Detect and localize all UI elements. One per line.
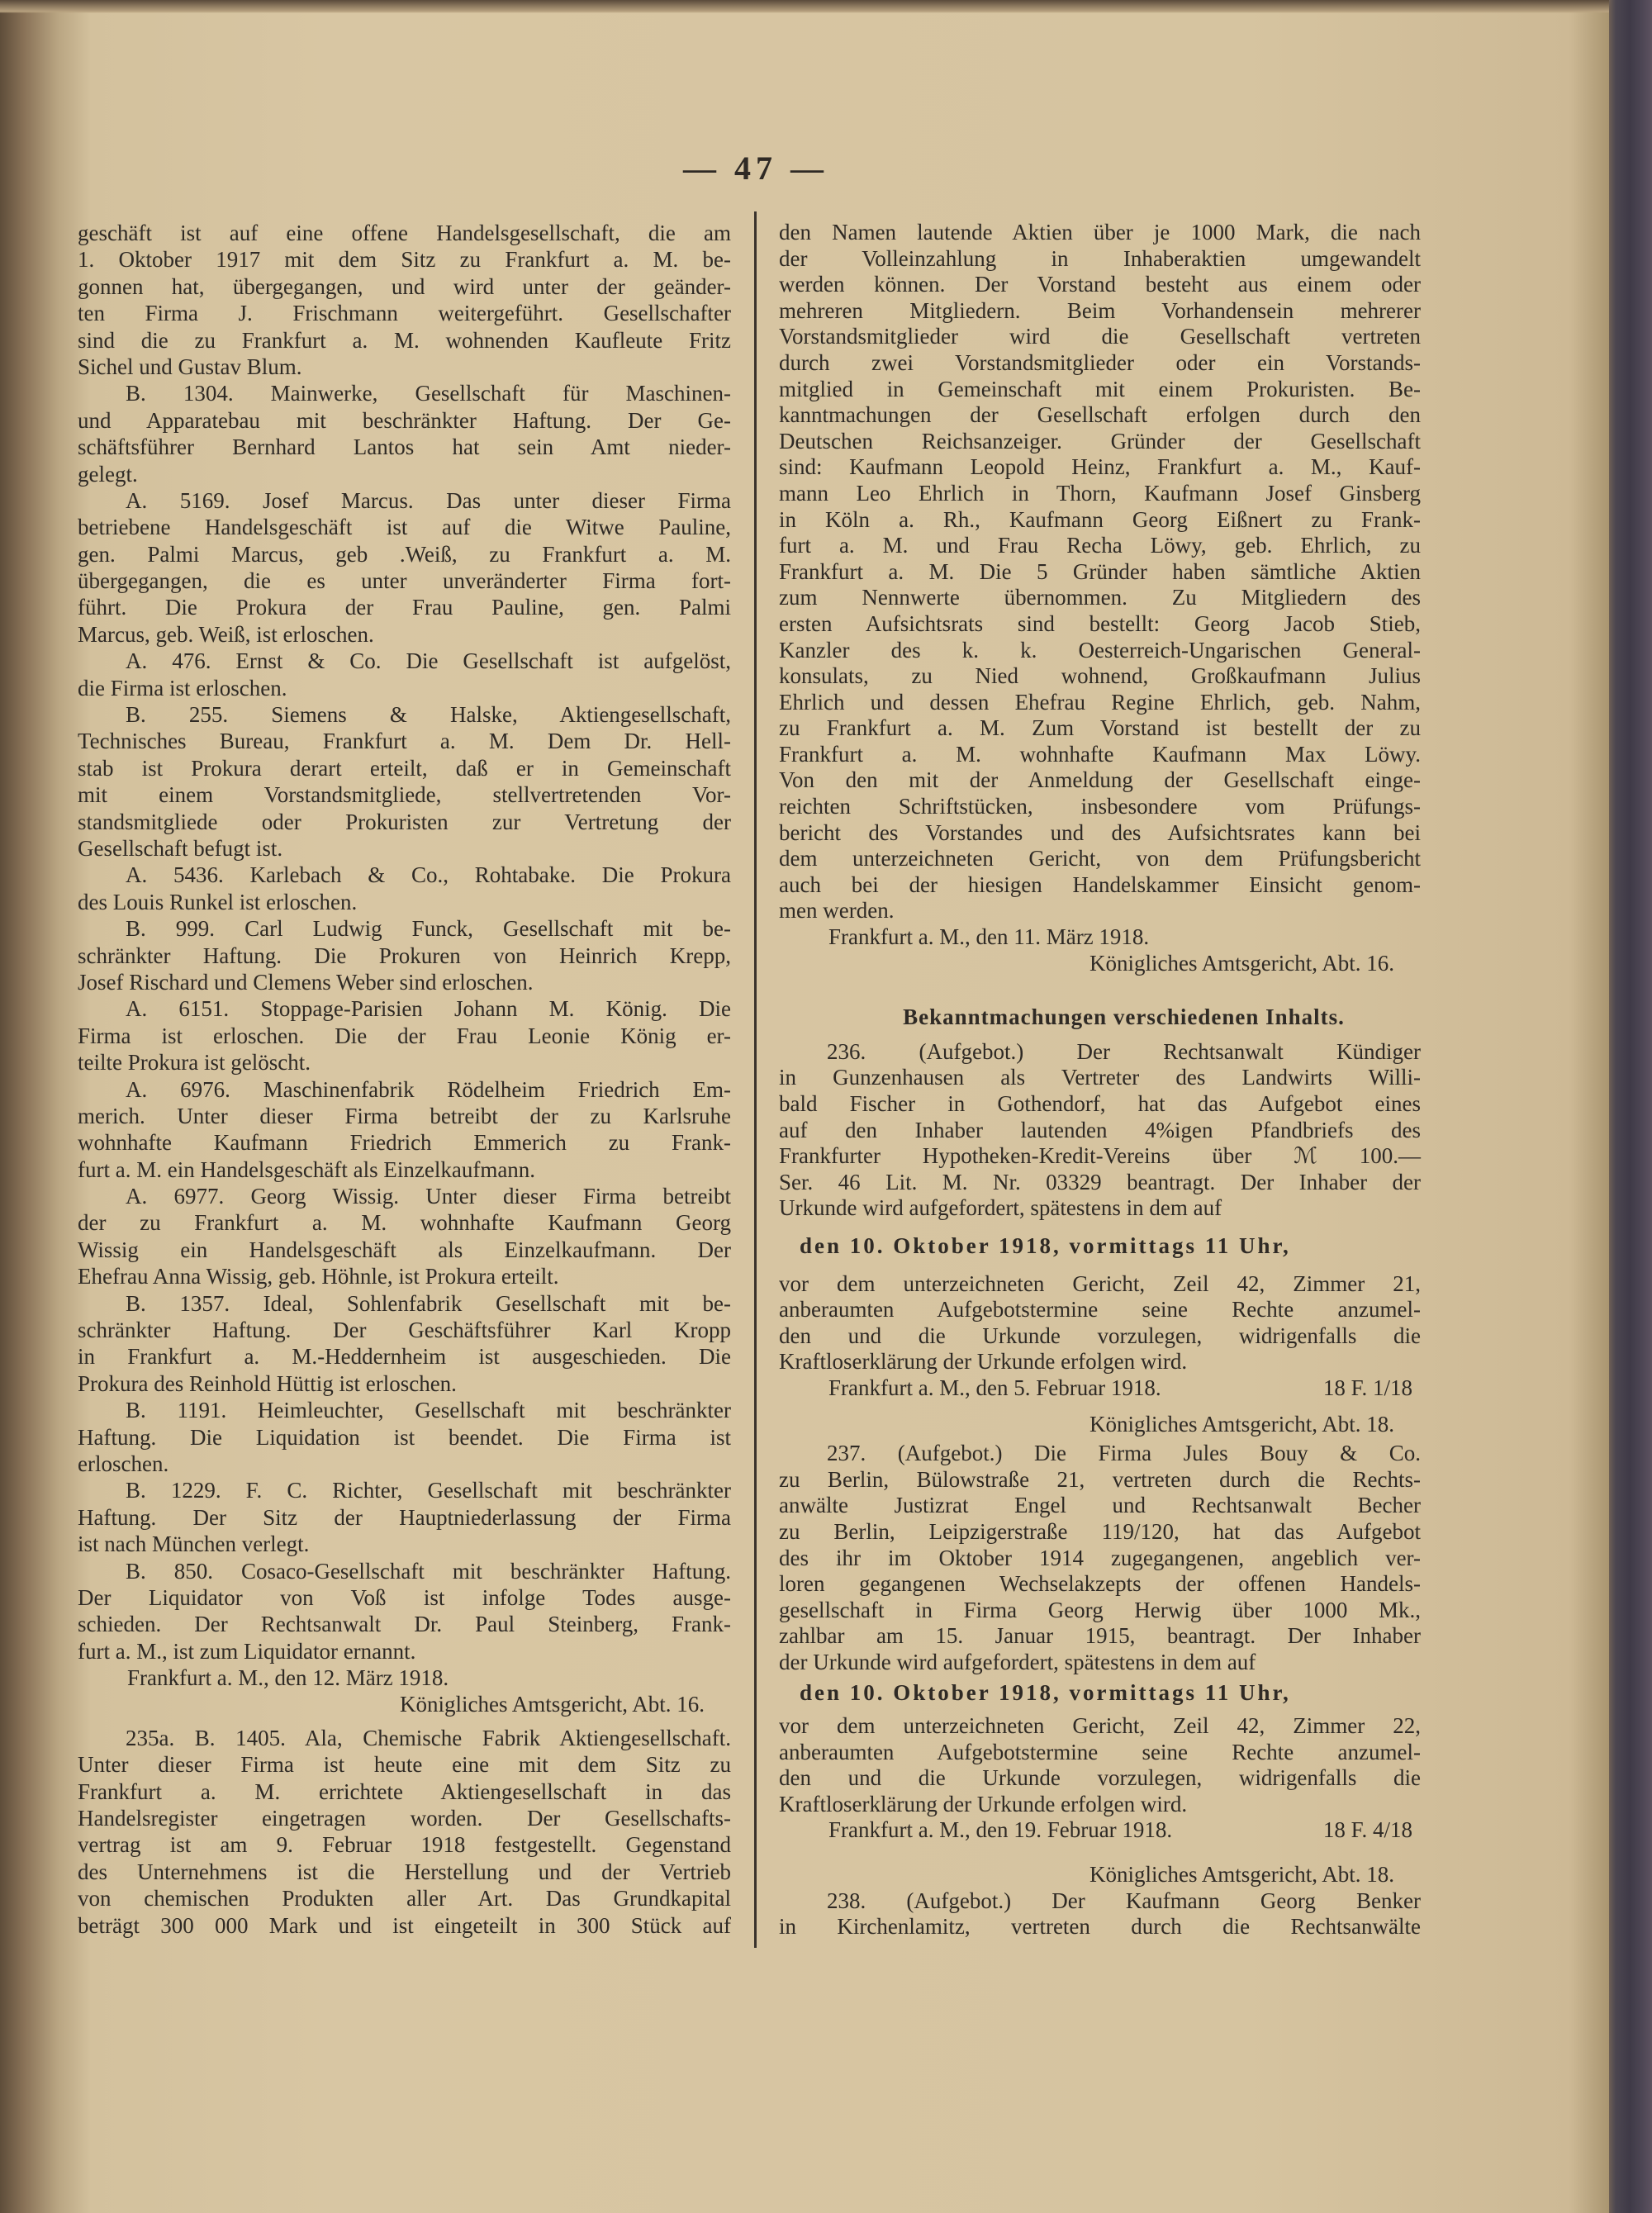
text-line: A. 6151. Stoppage-Parisien Johann M. König. Die	[126, 996, 731, 1022]
text-line: vertrag ist am 9. Februar 1918 festgestellt. Gegenstand	[78, 1832, 731, 1858]
text-line: gesellschaft in Firma Georg Herwig über 1000 Mk.,	[779, 1597, 1421, 1622]
text-line: Ehefrau Anna Wissig, geb. Höhnle, ist Prokura erteilt.	[78, 1264, 559, 1289]
text-line: Wissig ein Handelsgeschäft als Einzelkaufmann. Der	[78, 1237, 731, 1262]
text-line	[78, 1664, 731, 1691]
paragraph	[779, 1233, 1421, 1260]
text-line: Technisches Bureau, Frankfurt a. M. Dem Dr. Hell-	[78, 729, 731, 754]
text-line: zu Berlin, Bülowstraße 21, vertreten durch die Rechts-	[779, 1466, 1421, 1492]
text-line: Kanzler des k. k. Oesterreich-Ungarischen General-	[779, 637, 1421, 662]
text-line: den und die Urkunde vorzulegen, widrigenfalls die	[779, 1765, 1421, 1791]
text-line: Gesellschaft befugt ist.	[78, 835, 283, 861]
text-line: Ehrlich und dessen Ehefrau Regine Ehrlich, geb. Nahm,	[779, 689, 1421, 715]
text-line: den und die Urkunde vorzulegen, widrigenfalls die	[779, 1323, 1421, 1348]
paragraph	[78, 380, 731, 487]
paragraph	[78, 1397, 731, 1477]
text-line: kanntmachungen der Gesellschaft erfolgen durch den	[779, 402, 1421, 428]
text-line: schieden. Der Rechtsanwalt Dr. Paul Steinberg, Frank-	[78, 1612, 731, 1637]
text-line: sind: Kaufmann Leopold Heinz, Frankfurt a. M., Kauf-	[779, 454, 1421, 480]
text-line: A. 6976. Maschinenfabrik Rödelheim Friedrich Em-	[126, 1076, 731, 1102]
text-line: Frankfurt a. M. errichtete Aktiengesellschaft in das	[78, 1778, 731, 1804]
text-line: ist nach München verlegt.	[78, 1532, 310, 1557]
text-line: reichten Schriftstücken, insbesondere vom Prüfungs-	[779, 794, 1421, 819]
text-line: Ser. 46 Lit. M. Nr. 03329 beantragt. Der Inhaber der	[779, 1169, 1421, 1194]
text-line: B. 1357. Ideal, Sohlenfabrik Gesellschaft mit be-	[126, 1290, 731, 1316]
text-line: gen. Palmi Marcus, geb .Weiß, zu Frankfurt a. M.	[78, 541, 731, 567]
court-signature	[779, 1412, 1421, 1438]
text-line: des Louis Runkel ist erloschen.	[78, 889, 358, 914]
text-line: Kraftloserklärung der Urkunde erfolgen wird.	[779, 1349, 1188, 1375]
text-line: führt. Die Prokura der Frau Pauline, gen. Palmi	[78, 595, 731, 620]
text-line: bericht des Vorstandes und des Aufsichtsrates kann bei	[779, 819, 1421, 845]
court-signature	[78, 1691, 731, 1717]
text-line: zum Nennwerte übernommen. Zu Mitgliedern des	[779, 585, 1421, 610]
text-line: B. 1191. Heimleuchter, Gesellschaft mit beschränkter	[126, 1398, 731, 1423]
text-line: sind die zu Frankfurt a. M. wohnenden Kaufleute Fritz	[78, 327, 731, 353]
text-line: der Volleinzahlung in Inhaberaktien umgewandelt	[779, 245, 1421, 271]
paragraph	[78, 1725, 731, 1939]
place-date-line	[78, 1664, 731, 1691]
text-line: Frankfurt a. M. wohnhafte Kaufmann Max Löwy.	[779, 741, 1421, 767]
text-line: anwälte Justizrat Engel und Rechtsanwalt Becher	[779, 1493, 1421, 1518]
text-line: zu Berlin, Leipzigerstraße 119/120, hat das Aufgebot	[779, 1518, 1421, 1544]
paragraph	[78, 1558, 731, 1665]
text-line: des ihr im Oktober 1914 zugegangenen, angeblich ver-	[779, 1545, 1421, 1570]
file-reference: 18 F. 1/18	[1322, 1375, 1412, 1400]
text-line: A. 476. Ernst & Co. Die Gesellschaft ist aufgelöst,	[126, 648, 731, 674]
section-heading	[779, 1004, 1421, 1031]
text-line: B. 999. Carl Ludwig Funck, Gesellschaft mit be-	[126, 916, 731, 942]
text-line: Vorstandsmitglieder wird die Gesellschaft vertreten	[779, 324, 1421, 349]
text-line	[779, 924, 1421, 951]
text-line: den 10. Oktober 1918, vormittags 11 Uhr,	[800, 1680, 1291, 1706]
text-line: B. 255. Siemens & Halske, Aktiengesellschaft,	[126, 702, 731, 728]
court-signature	[779, 1862, 1421, 1888]
text-line: mehreren Mitgliedern. Beim Vorhandensein mehrerer	[779, 297, 1421, 323]
text-line: Der Liquidator von Voß ist infolge Todes ausge-	[78, 1584, 731, 1610]
text-line: die Firma ist erloschen.	[78, 675, 287, 700]
text-line: B. 1304. Mainwerke, Gesellschaft für Maschinen-	[126, 381, 731, 406]
text-line: B. 850. Cosaco-Gesellschaft mit beschränkter Haftung.	[126, 1558, 731, 1584]
text-line: auch bei der hiesigen Handelskammer Einsicht genom-	[779, 871, 1421, 897]
text-line: in Frankfurt a. M.-Heddernheim ist ausgeschieden. Die	[78, 1344, 731, 1370]
text-line: übergegangen, die es unter unveränderter Firma fort-	[78, 568, 731, 594]
text-line: von chemischen Produkten aller Art. Das Grundkapital	[78, 1886, 731, 1911]
place-date-line	[779, 1817, 1421, 1844]
text-line: den Namen lautende Aktien über je 1000 Mark, die nach	[779, 220, 1421, 245]
text-line: schränkter Haftung. Die Prokuren von Heinrich Krepp,	[78, 943, 731, 968]
paragraph	[779, 1680, 1421, 1707]
page-top-edge	[0, 0, 1611, 13]
text-line: furt a. M., ist zum Liquidator ernannt.	[78, 1638, 416, 1664]
text-line: standsmitgliede oder Prokuristen zur Vertretung der	[78, 809, 731, 834]
paragraph	[78, 995, 731, 1076]
text-line: schäftsführer Bernhard Lantos hat sein Amt nieder-	[78, 435, 731, 460]
text-line: werden können. Der Vorstand besteht aus einem oder	[779, 272, 1421, 297]
text-line: Königliches Amtsgericht, Abt. 18.	[1089, 1411, 1394, 1437]
text-line: konsulats, zu Nied wohnend, Großkaufmann Julius	[779, 663, 1421, 689]
text-line: Urkunde wird aufgefordert, spätestens in dem auf	[779, 1195, 1222, 1221]
column-divider	[754, 211, 757, 1948]
paragraph	[779, 1888, 1421, 1940]
text-line: erloschen.	[78, 1451, 169, 1476]
text-line: 238. (Aufgebot.) Der Kaufmann Georg Benker	[827, 1888, 1421, 1913]
place-date-text: Frankfurt a. M., den 12. März 1918.	[127, 1665, 449, 1691]
text-line: auf den Inhaber lautenden 4%igen Pfandbriefs des	[779, 1117, 1421, 1142]
text-line: Marcus, geb. Weiß, ist erloschen.	[78, 621, 374, 647]
text-line: A. 5436. Karlebach & Co., Rohtabake. Die Prokura	[126, 862, 731, 888]
text-line: gelegt.	[78, 461, 138, 487]
text-line: Königliches Amtsgericht, Abt. 16.	[400, 1692, 705, 1717]
text-line: Handelsregister eingetragen worden. Der Gesellschafts-	[78, 1806, 731, 1831]
text-line: Deutschen Reichsanzeiger. Gründer der Gesellschaft	[779, 428, 1421, 454]
text-line: Kraftloserklärung der Urkunde erfolgen wird.	[779, 1791, 1188, 1816]
text-line: 235a. B. 1405. Ala, Chemische Fabrik Aktiengesellschaft.	[126, 1725, 731, 1750]
paragraph	[779, 1713, 1421, 1817]
text-line: A. 5169. Josef Marcus. Das unter dieser Firma	[126, 487, 731, 513]
text-line: furt a. M. ein Handelsgeschäft als Einzelkaufmann.	[78, 1156, 536, 1182]
text-line: merich. Unter dieser Firma betreibt der zu Karlsruhe	[78, 1103, 731, 1128]
place-date-text: Frankfurt a. M., den 5. Februar 1918.	[828, 1375, 1161, 1400]
paragraph	[779, 1441, 1421, 1675]
text-line: Frankfurter Hypotheken-Kredit-Vereins über ℳ 100.—	[779, 1143, 1421, 1169]
text-line	[779, 1817, 1421, 1844]
text-line: in Kirchenlamitz, vertreten durch die Rechtsanwälte	[779, 1914, 1421, 1940]
text-line: in Köln a. Rh., Kaufmann Georg Eißnert zu Frank-	[779, 506, 1421, 532]
text-line: furt a. M. und Frau Recha Löwy, geb. Ehrlich, zu	[779, 533, 1421, 558]
paragraph	[78, 862, 731, 915]
text-line: 237. (Aufgebot.) Die Firma Jules Bouy & Co.	[827, 1441, 1421, 1466]
text-line: A. 6977. Georg Wissig. Unter dieser Firma betreibt	[126, 1184, 731, 1209]
text-line: betriebene Handelsgeschäft ist auf die Witwe Pauline,	[78, 515, 731, 540]
text-line: dem unterzeichneten Gericht, von dem Prüfungsbericht	[779, 846, 1421, 871]
text-line: men werden.	[779, 898, 895, 924]
text-line: Prokura des Reinhold Hüttig ist erloschen.	[78, 1370, 457, 1396]
text-line: loren gegangenen Wechselakzepts der offenen Handels-	[779, 1571, 1421, 1597]
text-line: der Urkunde wird aufgefordert, spätestens in dem auf	[779, 1649, 1256, 1674]
paragraph	[78, 1290, 731, 1398]
text-line: beträgt 300 000 Mark und ist eingeteilt in 300 Stück auf	[78, 1912, 731, 1938]
text-line: des Unternehmens ist die Herstellung und der Vertrieb	[78, 1859, 731, 1884]
text-line: wohnhafte Kaufmann Friedrich Emmerich zu Frank-	[78, 1130, 731, 1156]
text-line: in Gunzenhausen als Vertreter des Landwirts Willi-	[779, 1065, 1421, 1090]
place-date-line	[779, 1375, 1421, 1402]
text-line: Firma ist erloschen. Die der Frau Leonie König er-	[78, 1023, 731, 1048]
text-line: teilte Prokura ist gelöscht.	[78, 1050, 311, 1076]
text-line: mitglied in Gemeinschaft mit einem Prokuristen. Be-	[779, 376, 1421, 401]
court-signature	[779, 951, 1421, 977]
paragraph	[78, 915, 731, 995]
paragraph	[78, 1477, 731, 1557]
text-line	[779, 1375, 1421, 1402]
text-line: Haftung. Die Liquidation ist beendet. Die Firma ist	[78, 1424, 731, 1450]
text-line: gonnen hat, übergegangen, und wird unter der geänder-	[78, 273, 731, 299]
text-line: vor dem unterzeichneten Gericht, Zeil 42, Zimmer 22,	[779, 1713, 1421, 1739]
text-line: Von den mit der Anmeldung der Gesellschaft einge-	[779, 767, 1421, 793]
text-line: Frankfurt a. M. Die 5 Gründer haben sämtliche Aktien	[779, 558, 1421, 584]
file-reference: 18 F. 4/18	[1322, 1817, 1412, 1843]
left-column	[78, 220, 731, 1939]
text-line: zu Frankfurt a. M. Zum Vorstand ist bestellt der zu	[779, 715, 1421, 741]
text-line: Unter dieser Firma ist heute eine mit dem Sitz zu	[78, 1752, 731, 1778]
page-number: — 47 —	[683, 150, 828, 187]
right-column	[779, 220, 1421, 1940]
text-line: zahlbar am 15. Januar 1915, beantragt. Der Inhaber	[779, 1623, 1421, 1649]
text-line: vor dem unterzeichneten Gericht, Zeil 42, Zimmer 21,	[779, 1270, 1421, 1296]
text-line: ersten Aufsichtsrats sind bestellt: Georg Jacob Stieb,	[779, 610, 1421, 636]
text-line: mit einem Vorstandsmitgliede, stellvertretenden Vor-	[78, 782, 731, 808]
paragraph	[779, 220, 1421, 924]
text-line: Haftung. Der Sitz der Hauptniederlassung der Firma	[78, 1504, 731, 1530]
text-line: anberaumten Aufgebotstermine seine Rechte anzumel-	[779, 1297, 1421, 1323]
text-line: 1. Oktober 1917 mit dem Sitz zu Frankfurt a. M. be-	[78, 247, 731, 273]
paragraph	[78, 1076, 731, 1184]
text-line: den 10. Oktober 1918, vormittags 11 Uhr,	[800, 1232, 1291, 1258]
text-line: durch zwei Vorstandsmitglieder oder ein Vorstands-	[779, 349, 1421, 375]
paragraph	[78, 701, 731, 862]
text-line: Sichel und Gustav Blum.	[78, 354, 302, 379]
place-date-text: Frankfurt a. M., den 11. März 1918.	[828, 924, 1150, 950]
place-date-line	[779, 924, 1421, 951]
text-line: 236. (Aufgebot.) Der Rechtsanwalt Kündiger	[827, 1038, 1421, 1064]
text-line: B. 1229. F. C. Richter, Gesellschaft mit beschränkter	[126, 1478, 731, 1503]
text-line: Königliches Amtsgericht, Abt. 16.	[1089, 950, 1394, 976]
paragraph	[78, 648, 731, 701]
paragraph	[779, 1039, 1421, 1222]
place-date-text: Frankfurt a. M., den 19. Februar 1918.	[828, 1817, 1173, 1843]
text-line: der zu Frankfurt a. M. wohnhafte Kaufmann Georg	[78, 1210, 731, 1236]
paragraph	[779, 1271, 1421, 1375]
text-line: ten Firma J. Frischmann weitergeführt. Gesellschafter	[78, 301, 731, 326]
text-line: Bekanntmachungen verschiedenen Inhalts.	[903, 1004, 1345, 1030]
text-line: bald Fischer in Gothendorf, hat das Aufgebot eines	[779, 1091, 1421, 1116]
text-line: und Apparatebau mit beschränkter Haftung. Der Ge-	[78, 407, 731, 433]
text-line: schränkter Haftung. Der Geschäftsführer Karl Kropp	[78, 1318, 731, 1343]
text-line: Königliches Amtsgericht, Abt. 18.	[1089, 1862, 1394, 1888]
text-line: anberaumten Aufgebotstermine seine Rechte anzumel-	[779, 1739, 1421, 1764]
text-line: mann Leo Ehrlich in Thorn, Kaufmann Josef Ginsberg	[779, 480, 1421, 506]
paragraph	[78, 487, 731, 648]
book-binding	[1609, 0, 1652, 2213]
text-line: geschäft ist auf eine offene Handelsgesellschaft, die am	[78, 221, 731, 245]
paragraph	[78, 220, 731, 380]
text-line: Josef Rischard und Clemens Weber sind erloschen.	[78, 969, 534, 995]
paragraph	[78, 1183, 731, 1290]
text-line: stab ist Prokura derart erteilt, daß er in Gemeinschaft	[78, 755, 731, 781]
